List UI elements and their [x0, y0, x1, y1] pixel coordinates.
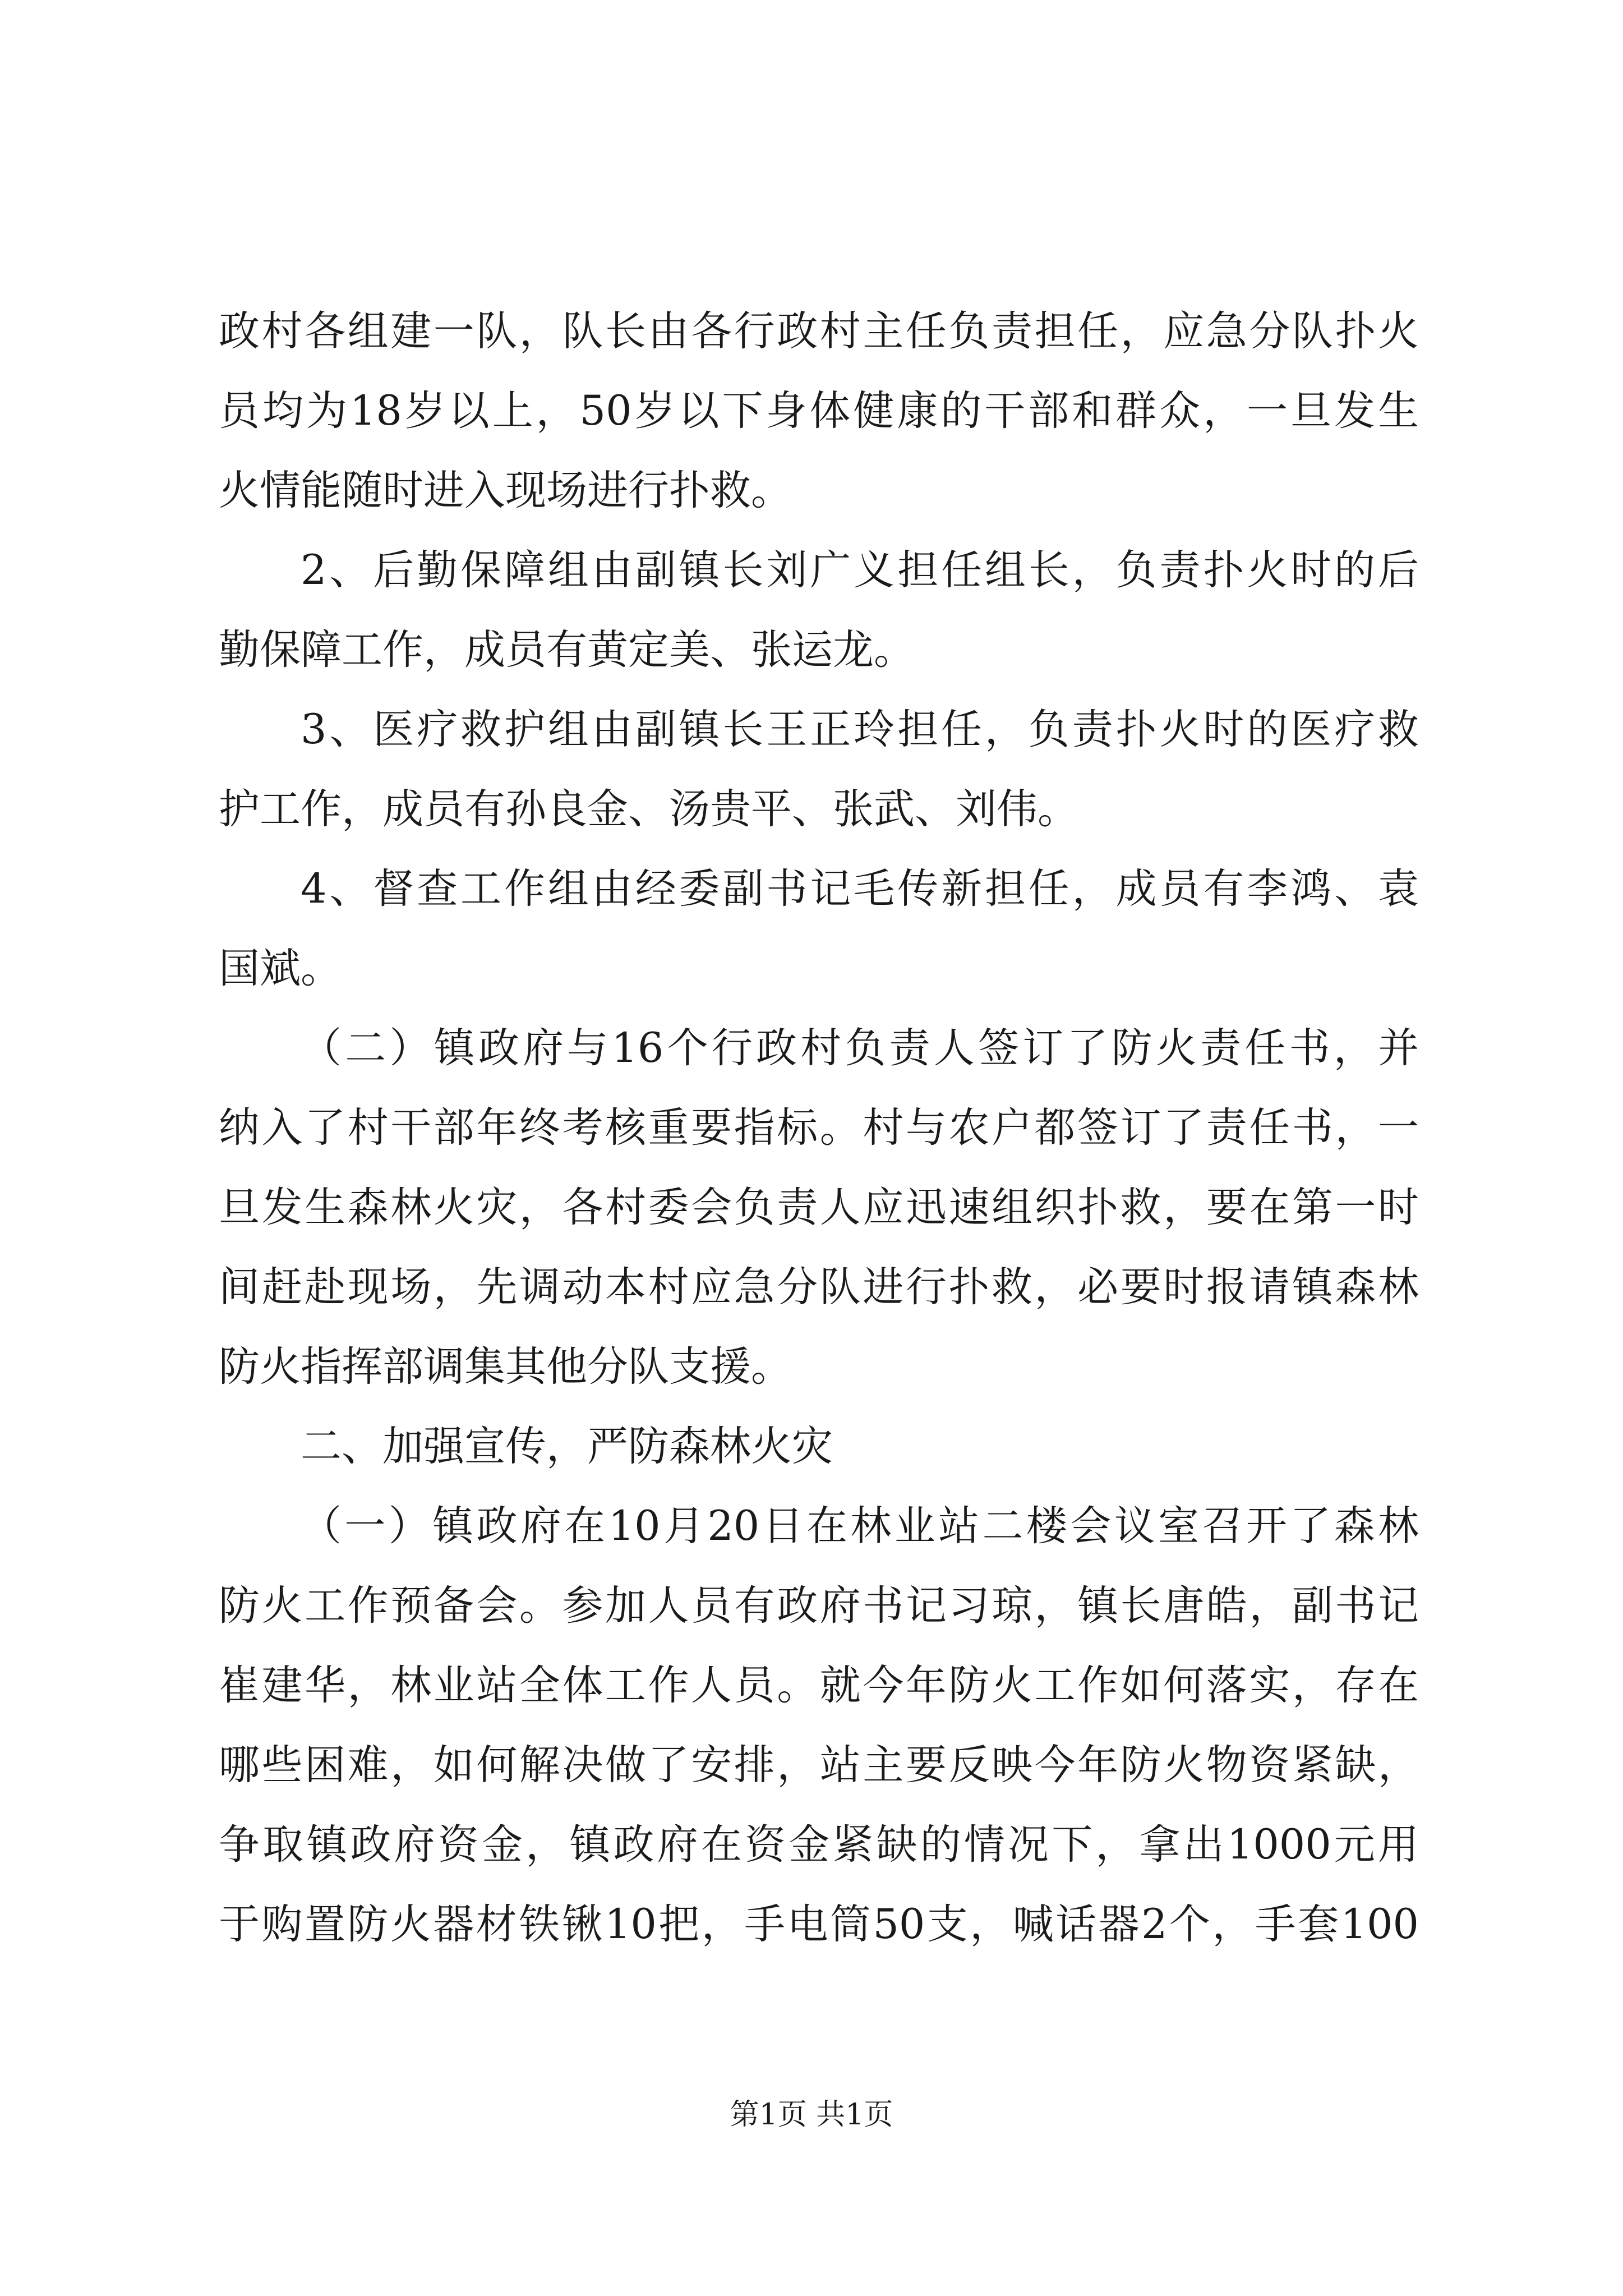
- text-line: 纳入了村干部年终考核重要指标。村与农户都签订了责任书，一: [219, 1104, 1419, 1152]
- text-line: 勤保障工作，成员有黄定美、张运龙。: [219, 626, 915, 674]
- text-line: 于购置防火器材铁锹10把，手电筒50支，喊话器2个，手套100: [219, 1901, 1419, 1948]
- text-line: 政村各组建一队，队长由各行政村主任负责担任，应急分队扑火: [219, 307, 1419, 355]
- text-line: （二）镇政府与16个行政村负责人签订了防火责任书，并: [301, 1024, 1419, 1072]
- page-footer: 第1页 共1页: [730, 2098, 893, 2132]
- text-line: 员均为18岁以上，50岁以下身体健康的干部和群众，一旦发生: [219, 387, 1419, 435]
- text-line: 2、后勤保障组由副镇长刘广义担任组长，负责扑火时的后: [301, 546, 1419, 594]
- text-line: 火情能随时进入现场进行扑救。: [219, 467, 792, 514]
- text-line: 护工作，成员有孙良金、汤贵平、张武、刘伟。: [219, 785, 1078, 833]
- text-line: 国斌。: [219, 945, 342, 992]
- text-line: 争取镇政府资金，镇政府在资金紧缺的情况下，拿出1000元用: [219, 1821, 1419, 1869]
- text-line: 4、督查工作组由经委副书记毛传新担任，成员有李鸿、袁: [301, 865, 1419, 913]
- text-line: 旦发生森林火灾，各村委会负责人应迅速组织扑救，要在第一时: [219, 1184, 1419, 1231]
- text-line: 防火指挥部调集其他分队支援。: [219, 1343, 792, 1391]
- text-line: 3、医疗救护组由副镇长王正玲担任，负责扑火时的医疗救: [301, 706, 1419, 753]
- text-line: 间赶赴现场，先调动本村应急分队进行扑救，必要时报请镇森林: [219, 1263, 1419, 1311]
- text-line: 崔建华，林业站全体工作人员。就今年防火工作如何落实，存在: [219, 1662, 1419, 1709]
- text-line: 二、加强宣传，严防森林火灾: [301, 1423, 833, 1470]
- body-text: [219, 292, 1419, 1964]
- text-line: 哪些困难，如何解决做了安排，站主要反映今年防火物资紧缺，: [219, 1741, 1419, 1789]
- text-line: （一）镇政府在10月20日在林业站二楼会议室召开了森林: [301, 1502, 1419, 1550]
- text-line: 防火工作预备会。参加人员有政府书记习琼，镇长唐皓，副书记: [219, 1582, 1419, 1630]
